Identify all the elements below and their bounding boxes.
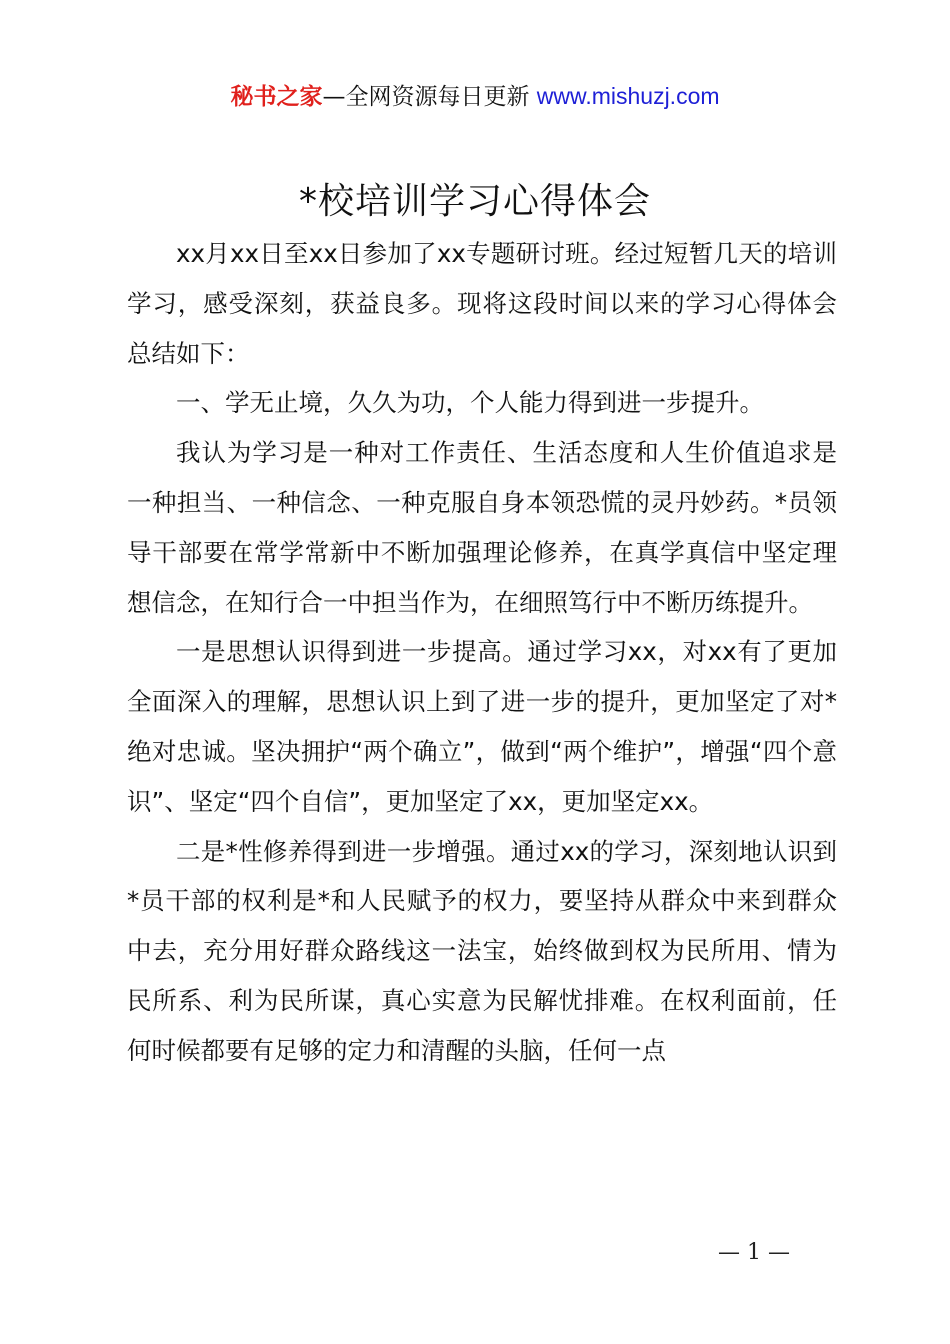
header-slogan: —全网资源每日更新 xyxy=(322,84,537,110)
paragraph-point-one: 一是思想认识得到进一步提高。通过学习xx，对xx有了更加全面深入的理解，思想认识上到了进一步的提升，更加坚定了对*绝对忠诚。坚决拥护“两个确立”，做到“两个维护”，增强“四个意识”、坚定“四个自信”，更加坚定了xx，更加坚定xx。 xyxy=(127,637,837,816)
paragraph-section-heading: 一、学无止境，久久为功，个人能力得到进一步提升。 xyxy=(176,388,764,418)
site-url-link[interactable]: www.mishuzj.com xyxy=(536,83,720,109)
document-body xyxy=(127,229,837,1076)
paragraph-point-two: 二是*性修养得到进一步增强。通过xx的学习，深刻地认识到*员干部的权利是*和人民赋予的权力，要坚持从群众中来到群众中去，充分用好群众路线这一法宝，始终做到权为民所用、情为民所系、利为民所谋，真心实意为民解忧排难。在权利面前，任何时候都要有足够的定力和清醒的头脑，任何一点 xyxy=(127,836,837,1065)
brand-name: 秘书之家 xyxy=(230,84,323,110)
paragraph-learning: 我认为学习是一种对工作责任、生活态度和人生价值追求是一种担当、一种信念、一种克服自身本领恐慌的灵丹妙药。*员领导干部要在常学常新中不断加强理论修养，在真学真信中坚定理想信念，在知行合一中担当作为，在细照笃行中不断历练提升。 xyxy=(127,438,837,617)
document-title: *校培训学习心得体会 xyxy=(298,181,651,222)
paragraph-intro: xx月xx日至xx日参加了xx专题研讨班。经过短暂几天的培训学习，感受深刻，获益良多。现将这段时间以来的学习心得体会总结如下： xyxy=(127,239,837,368)
site-header xyxy=(0,80,950,113)
page-number: — 1 — xyxy=(718,1240,790,1265)
